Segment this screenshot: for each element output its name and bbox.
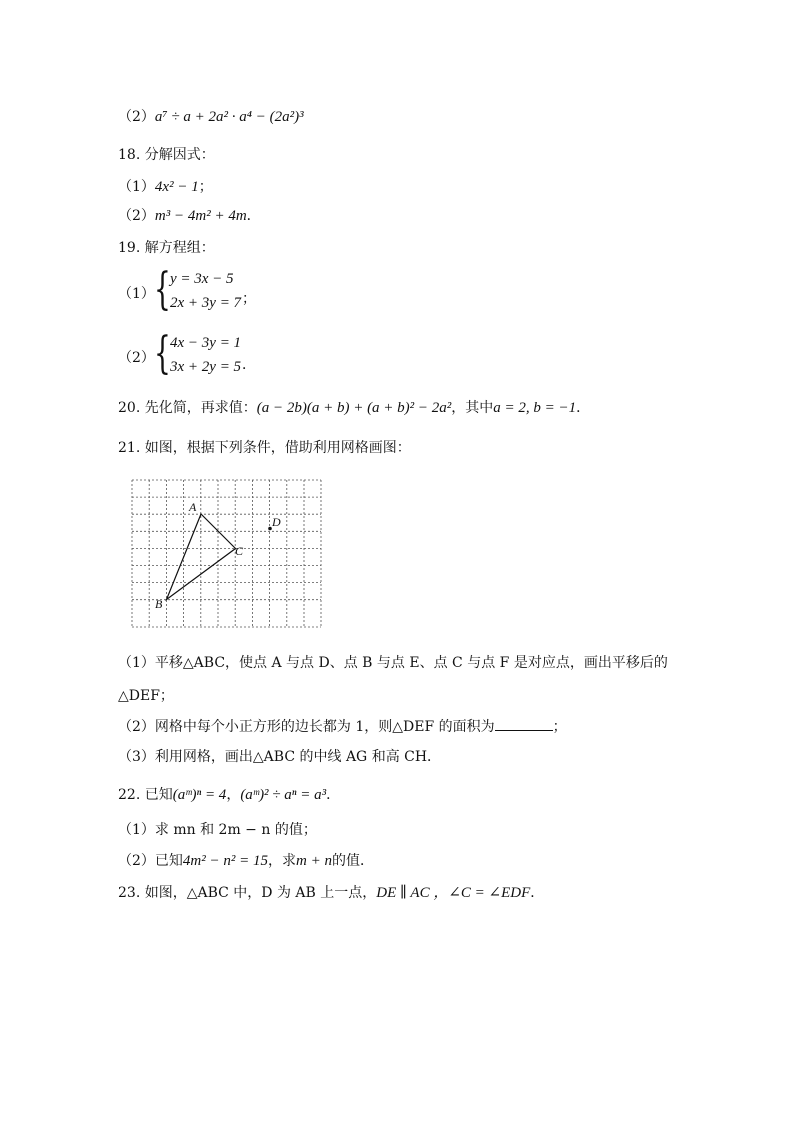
q19-part2: （2） { 4x − 3y = 1 3x + 2y = 5 ． (118, 328, 256, 379)
answer-blank[interactable] (495, 716, 553, 731)
label-c: C (235, 544, 244, 558)
q21-part1a: （1）平移△ABC，使点 A 与点 D、点 B 与点 E、点 C 与点 F 是对应点，画出平移后的 (118, 655, 668, 671)
grid-figure (131, 479, 323, 631)
q19-title: 19. 解方程组： (118, 240, 215, 256)
q21-title: 21. 如图，根据下列条件，借助利用网格画图： (118, 440, 411, 456)
q20: 20. 先化简，再求值：(a − 2b)(a + b) + (a + b)² − 2a²，其中a = 2, b = −1． (118, 400, 591, 416)
q18-title: 18. 分解因式： (118, 147, 215, 163)
left-brace-icon: { (154, 328, 171, 379)
q21-part3: （3）利用网格，画出△ABC 的中线 AG 和高 CH． (118, 749, 442, 765)
q20-condition: a = 2, b = −1 (493, 400, 577, 416)
q17-part2: （2）a⁷ ÷ a + 2a² · a⁴ − (2a²)³ (118, 109, 304, 125)
q22: 22. 已知(aᵐ)ⁿ = 4，(aᵐ)² ÷ aⁿ = a³． (118, 787, 341, 803)
q21-part1b: △DEF； (118, 688, 174, 704)
q17-expression: a⁷ ÷ a + 2a² · a⁴ − (2a²)³ (154, 109, 304, 125)
label-a: A (189, 500, 197, 514)
q22-part1: （1）求 mn 和 2m − n 的值； (118, 822, 317, 838)
q23: 23. 如图，△ABC 中，D 为 AB 上一点，DE ∥ AC ，∠C = ∠EDF． (118, 885, 545, 901)
q21-part2: （2）网格中每个小正方形的边长都为 1，则△DEF 的面积为 ； (118, 716, 567, 737)
label-d: D (272, 515, 281, 529)
q19-part1: （1） { y = 3x − 5 2x + 3y = 7 ； (118, 264, 256, 315)
left-brace-icon: { (154, 264, 171, 315)
q20-expression: (a − 2b)(a + b) + (a + b)² − 2a² (256, 400, 452, 416)
q22-part2: （2）已知4m² − n² = 15，求m + n的值． (118, 853, 374, 869)
q18-part1: （1）4x² − 1； (118, 179, 213, 195)
q18-part2: （2）m³ − 4m² + 4m． (118, 208, 261, 224)
label-b: B (155, 597, 163, 611)
